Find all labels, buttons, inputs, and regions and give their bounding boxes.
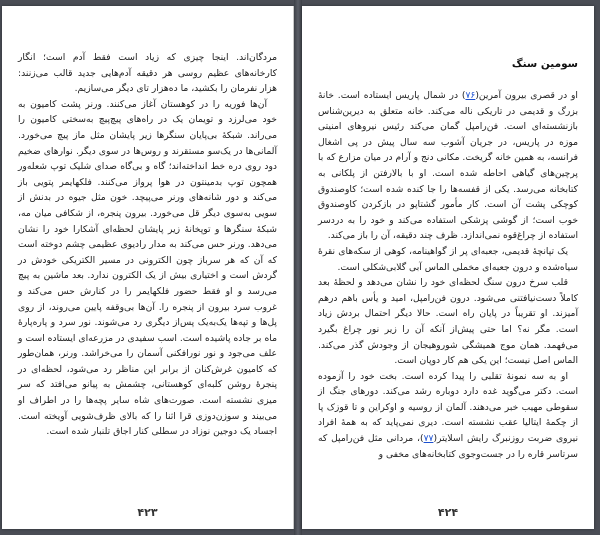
paragraph: آن‌ها فوریه را در کوهستان آغاز می‌کنند. ورنر پشت کامیون به خود می‌لرزد و تویمان یک در راه‌های پیچ‌پیچ به‌سختی کامیون را می‌راند. شبکهٔ بی‌پایان سنگرها زیر پایشان مثل ماز پیچ می‌خورد. آلمانی‌ها در یک‌سو مستقرند و روس‌ها در سوی دیگر. نوارهای ضخیم دود روی دره خط انداخته‌اند؛ گاه و بی‌گاه صدای شلیک توپ شعله‌ور همچون توپ بدمینتون در هوا پرواز می‌کنند. فلکهایمر پتویی باز می‌کند و دور شانه‌های ورنر می‌پیچد. خون مثل جیوه در بدنش از سویی به‌سوی دیگر قل می‌خورد. بیرون پنجره، از شکافی میان مه، شبکهٔ سنگرها و توپخانهٔ زیر پایشان لحظه‌ای آشکارا خود را نشان می‌دهد. ورنر حس می‌کند به مدار رادیوی عظیمی چشم دوخته است که آن که هر سرباز چون الکترونی در مسیر الکتریکی خودش در گردش است و اختیاری بیش از یک الکترون ندارد. بعد ماشین به پیچ می‌رسد و او فقط حضور فلکهایمر را در کنارش حس می‌کند و غروب سرد بیرون از پنجره را. آن‌ها بی‌وقفه پایین می‌روند، از روی پل‌ها و تپه‌ها یک‌به‌یک پس‌از دیگری رد می‌شوند. نور سرد و پاره‌پارهٔ ماه بر جاده پاشیده است. اسب سفیدی در مزرعه‌ای ایستاده است و علف می‌جود و نور نورافکنی آسمان را می‌خراشد. ورنر، همان‌طور که کامیون غرش‌کنان از برابر این مناظر رد می‌شود، لحظه‌ای در پنجرهٔ روشن کلبه‌ای کوهستانی، چشمش به پیانو می‌افتد که سر میزی نشسته است. صورت‌های شاه سایر پچه‌ها را در اطراف او می‌بیند و سوزن‌دوزی قرا اثنا را که بالای ظرف‌شویی آویخته است. اجساد یک دوجین نوزاد در سطلی کنار اجاق تلنبار شده است. xyxy=(18,98,277,438)
book-spine xyxy=(294,0,302,535)
left-page-text xyxy=(18,50,277,440)
paragraph: او در قصری بیرون آمرین(۷۶) در شمال پاریس ایستاده است. خانهٔ بزرگ و قدیمی در تاریکی ناله می‌کند. خانه متعلق به دیرین‌شناس بازنشسته‌ای است. فن‌رامپل گمان می‌کند رئیس نیروهای امنیتی موزه در پاریس، در جریان آشوب سه سال پیش در پی اشغال فرانسه، به همین خانه گریخت. مکانی دنج و آرام در میان مزارع که با پرچین‌های گیاهی احاطه شده است. او با بالارفتن از پلکانی به کتابخانه می‌رسد. یکی از قفسه‌ها را جا کنده شده است؛ کاوصندوق کوچکی پشت آن است. کار مأمور گشتاپو در بازکردن کاوصندوق خوب است؛ از گوشی پزشکی استفاده می‌کند و خود را به دردسر استفاده از چراغ‌قوه نمی‌اندازد. ظرف چند دقیقه، آن را باز می‌کند. xyxy=(317,90,578,242)
right-page xyxy=(302,6,594,529)
footnote-link[interactable]: ۷۷ xyxy=(423,433,434,445)
paragraph: مردگان‌اند. اینجا چیزی که زیاد است فقط آدم است؛ انگار کارخانه‌های عظیم روسی هر دقیقه آدم‌هایی جدید قالب می‌زنند: هزار نفرمان را بکشید، ما ده‌هزار تای دیگر می‌سازیم. xyxy=(18,52,277,95)
footnote-link[interactable]: ۷۶ xyxy=(465,90,476,101)
left-page xyxy=(2,6,294,529)
page-number: ۴۲۴ xyxy=(437,506,459,519)
right-page-text xyxy=(318,88,578,462)
chapter-title: سومین سنگ xyxy=(511,58,578,70)
page-number: ۴۲۳ xyxy=(137,506,158,519)
paragraph: قلب سرخ درون سنگ لحظه‌ای خود را نشان می‌دهد و لحظهٔ بعد کاملاً دست‌نیافتنی می‌شود. درون فن‌رامپل، امید و یأس باهم درهم آمیزند. او تقریباً در پایان راه است. حالا دیگر احتمال بردش زیاد است. مگر نه؟ اما حتی پیش‌از آنکه آن را زیر نور چراغ بگیرد می‌فهمد. همان موج همیشگی شوروهیجان از وجودش گذر می‌کند. الماس اصل نیست؛ این یکی هم کار دوپان است. xyxy=(318,277,578,367)
paragraph: او به سه نمونهٔ تقلبی را پیدا کرده است. بخت خود را آزموده است. دکتر می‌گوید غده دارد دوباره رشد می‌کند. دورهای جنگ از سقوطی مهیب خبر می‌دهند. آلمان از روسیه و اوکراین و تا قوزک پا از چکمهٔ ایتالیا عقب نشسته است. دیری نمی‌پاید که به همهٔ افراد نیروی ضربت روزنبرگ رایش اسلایتر(۷۷)، مردانی مثل فن‌رامپل که سرتاسر قاره را در جست‌وجوی کتابخانه‌های مخفی و xyxy=(318,370,578,460)
paragraph: یک تپانچهٔ قدیمی، جعبه‌ای پر از گواهینامه، کوهی از سکه‌های نقرهٔ سیاه‌شده و درون جعبه‌ای مخملی الماس آبی گلابی‌شکلی است. xyxy=(318,245,578,273)
